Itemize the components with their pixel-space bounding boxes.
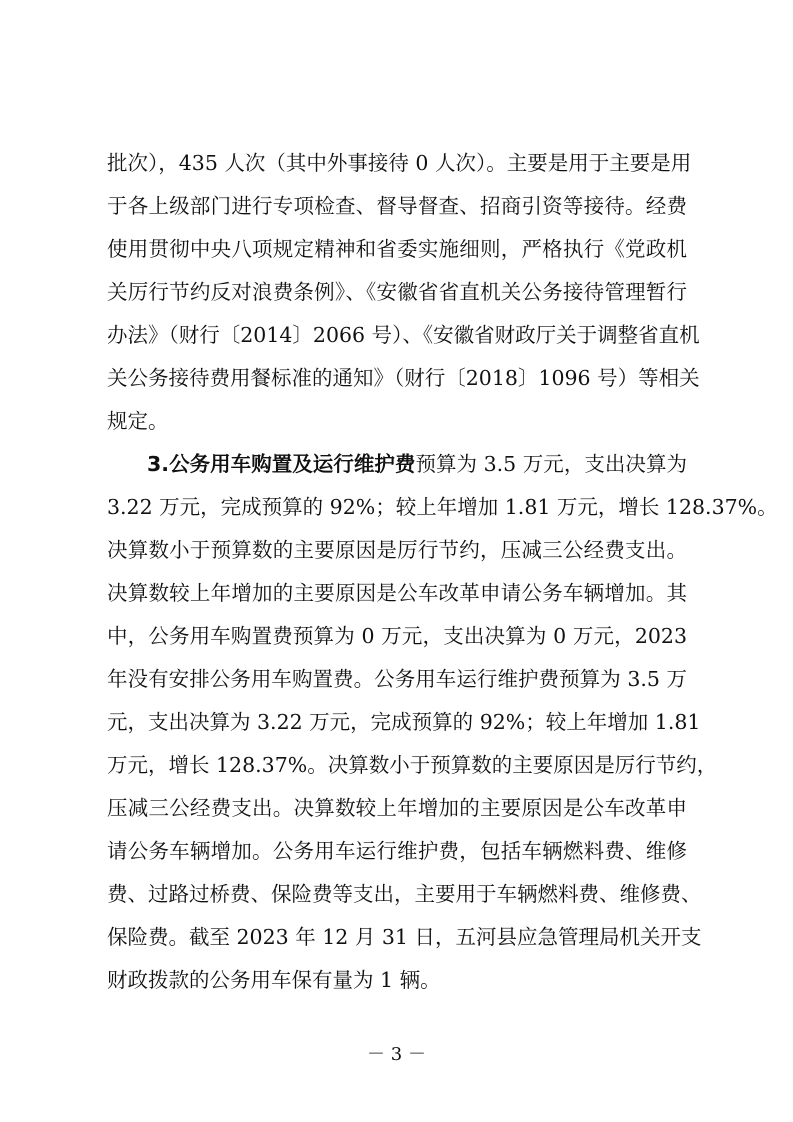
paragraph-line: 3.22 万元，完成预算的 92%；较上年增加 1.81 万元，增长 128.37%。 — [107, 495, 778, 519]
paragraph-line: 中，公务用车购置费预算为 0 万元，支出决算为 0 万元，2023 — [107, 624, 687, 648]
paragraph-line: 请公务车辆增加。公务用车运行维护费，包括车辆燃料费、维修 — [107, 839, 687, 863]
paragraph-line: 决算数小于预算数的主要原因是厉行节约，压减三公经费支出。 — [107, 538, 687, 562]
paragraph-line: 使用贯彻中央八项规定精神和省委实施细则，严格执行《党政机 — [107, 237, 687, 261]
paragraph-line: 规定。 — [107, 409, 169, 433]
paragraph-line: 决算数较上年增加的主要原因是公车改革申请公务车辆增加。其 — [107, 581, 687, 605]
paragraph-line: 关公务接待费用餐标准的通知》（财行〔2018〕1096 号）等相关 — [107, 366, 700, 390]
paragraph-line: 于各上级部门进行专项检查、督导督查、招商引资等接待。经费 — [107, 194, 687, 218]
page-number: － 3 － — [367, 1044, 426, 1065]
paragraph-line: 保险费。截至 2023 年 12 月 31 日，五河县应急管理局机关开支 — [107, 925, 702, 949]
paragraph-line: 万元，增长 128.37%。决算数小于预算数的主要原因是厉行节约， — [107, 753, 718, 777]
paragraph-line: 费、过路过桥费、保险费等支出，主要用于车辆燃料费、维修费、 — [107, 882, 702, 906]
paragraph-line: 办法》（财行〔2014〕2066 号）、《安徽省财政厅关于调整省直机 — [107, 323, 700, 347]
section-heading: 3.公务用车购置及运行维护费 — [147, 452, 416, 476]
paragraph-line: 元，支出决算为 3.22 万元，完成预算的 92%；较上年增加 1.81 — [107, 710, 701, 734]
paragraph-line: 批次），435 人次（其中外事接待 0 人次）。主要是用于主要是用 — [107, 151, 692, 175]
section-heading-line — [147, 451, 687, 477]
section-heading-rest: 预算为 3.5 万元，支出决算为 — [415, 452, 687, 476]
paragraph-line: 年没有安排公务用车购置费。公务用车运行维护费预算为 3.5 万 — [107, 667, 687, 691]
paragraph-line: 压减三公经费支出。决算数较上年增加的主要原因是公车改革申 — [107, 796, 687, 820]
paragraph-line: 关厉行节约反对浪费条例》、《安徽省省直机关公务接待管理暂行 — [107, 280, 687, 304]
paragraph-line: 财政拨款的公务用车保有量为 1 辆。 — [107, 968, 441, 992]
